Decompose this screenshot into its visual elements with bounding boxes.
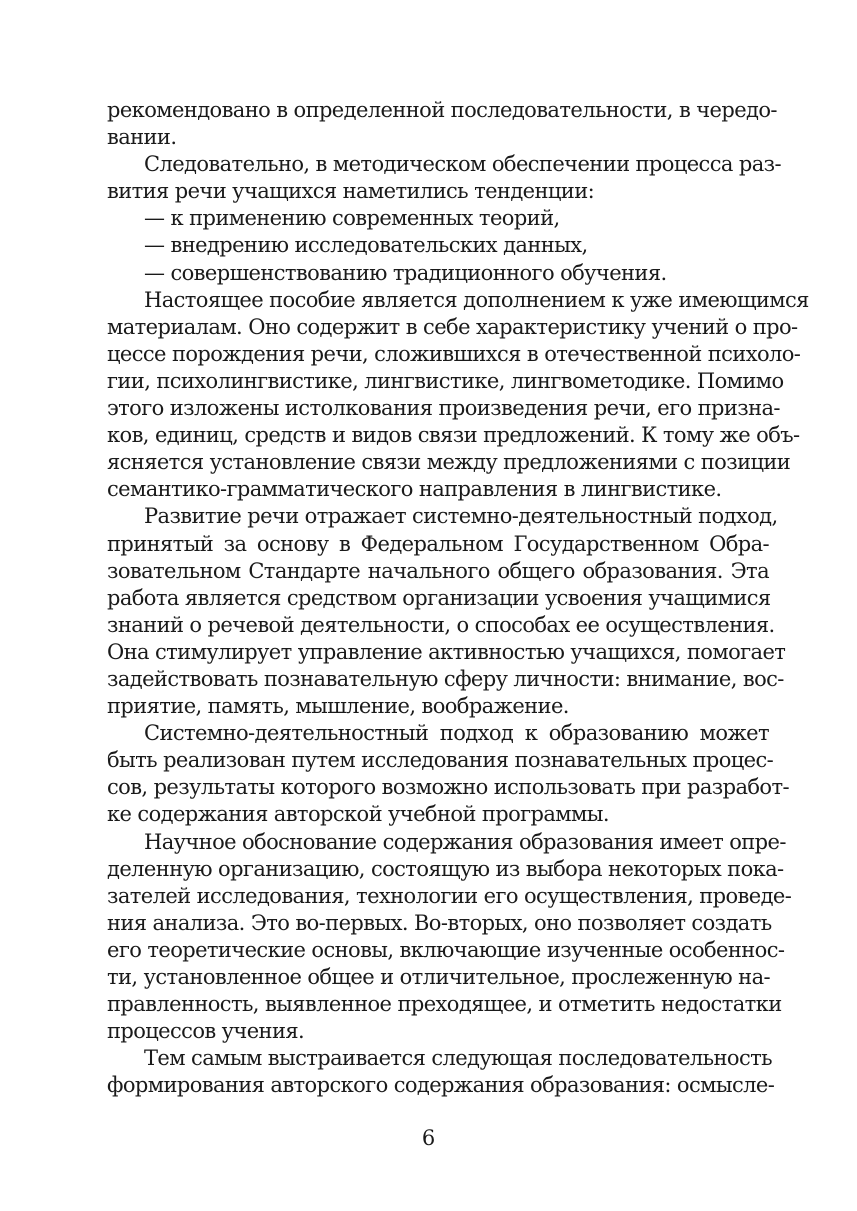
text-line: ясняется установление связи между предложениями с позиции: [107, 450, 791, 475]
text-line: ке содержания авторской учебной программы.: [107, 802, 609, 827]
text-line: — совершенствованию традиционного обучения.: [144, 260, 667, 285]
text-line: правленность, выявленное преходящее, и отметить недостатки: [107, 992, 782, 1017]
page-text-block: [107, 97, 809, 1099]
text-line: знаний о речевой деятельности, о способах ее осуществления.: [107, 612, 775, 637]
text-line: семантико-грамматического направления в лингвистике.: [107, 477, 722, 502]
text-line: материалам. Оно содержит в себе характеристику учений о про-: [107, 314, 798, 339]
text-line: Тем самым выстраивается следующая последовательность: [144, 1046, 772, 1071]
page-number: 6: [421, 1126, 436, 1150]
text-line: — внедрению исследовательских данных,: [144, 233, 588, 258]
text-line: — к применению современных теорий,: [144, 206, 560, 231]
text-line: рекомендовано в определенной последовательности, в чередо-: [107, 98, 777, 122]
text-line: Настоящее пособие является дополнением к уже имеющимся: [144, 287, 809, 312]
text-line: вития речи учащихся наметились тенденции:: [107, 179, 595, 204]
text-line: формирования авторского содержания образования: осмысле-: [107, 1073, 775, 1098]
text-line: ти, установленное общее и отличительное, прослеженную на-: [107, 965, 770, 989]
text-line: этого изложены истолкования произведения речи, его призна-: [107, 396, 780, 421]
text-line: ния анализа. Это во-первых. Во-вторых, оно позволяет создать: [107, 910, 772, 935]
text-line: зовательном Стандарте начального общего образования. Эта: [107, 558, 769, 583]
text-line: процессов учения.: [107, 1019, 305, 1044]
text-line: Она стимулирует управление активностью учащихся, помогает: [107, 639, 786, 664]
text-line: деленную организацию, состоящую из выбора некоторых пока-: [107, 856, 784, 881]
text-line: вании.: [107, 125, 177, 150]
text-line: быть реализован путем исследования познавательных процес-: [107, 748, 774, 773]
text-line: приятие, память, мышление, воображение.: [107, 694, 569, 719]
text-line: работа является средством организации усвоения учащимися: [107, 585, 771, 610]
text-line: ков, единиц, средств и видов связи предложений. К тому же объ-: [107, 423, 800, 448]
text-line: принятый за основу в Федеральном Государственном Обра-: [107, 531, 769, 556]
text-line: сов, результаты которого возможно использовать при разработ-: [107, 775, 789, 800]
text-line: гии, психолингвистике, лингвистике, лингвометодике. Помимо: [107, 368, 784, 393]
text-line: Развитие речи отражает системно-деятельностный подход,: [144, 504, 778, 529]
text-line: задействовать познавательную сферу личности: внимание, вос-: [107, 666, 784, 691]
text-line: цессе порождения речи, сложившихся в отечественной психоло-: [107, 341, 801, 366]
text-line: Системно-деятельностный подход к образованию может: [144, 721, 769, 746]
text-line: зателей исследования, технологии его осуществления, проведе-: [107, 883, 792, 908]
text-line: Следовательно, в методическом обеспечении процесса раз-: [144, 152, 781, 177]
text-line: Научное обоснование содержания образования имеет опре-: [144, 829, 786, 854]
text-line: его теоретические основы, включающие изученные особеннос-: [107, 937, 785, 962]
